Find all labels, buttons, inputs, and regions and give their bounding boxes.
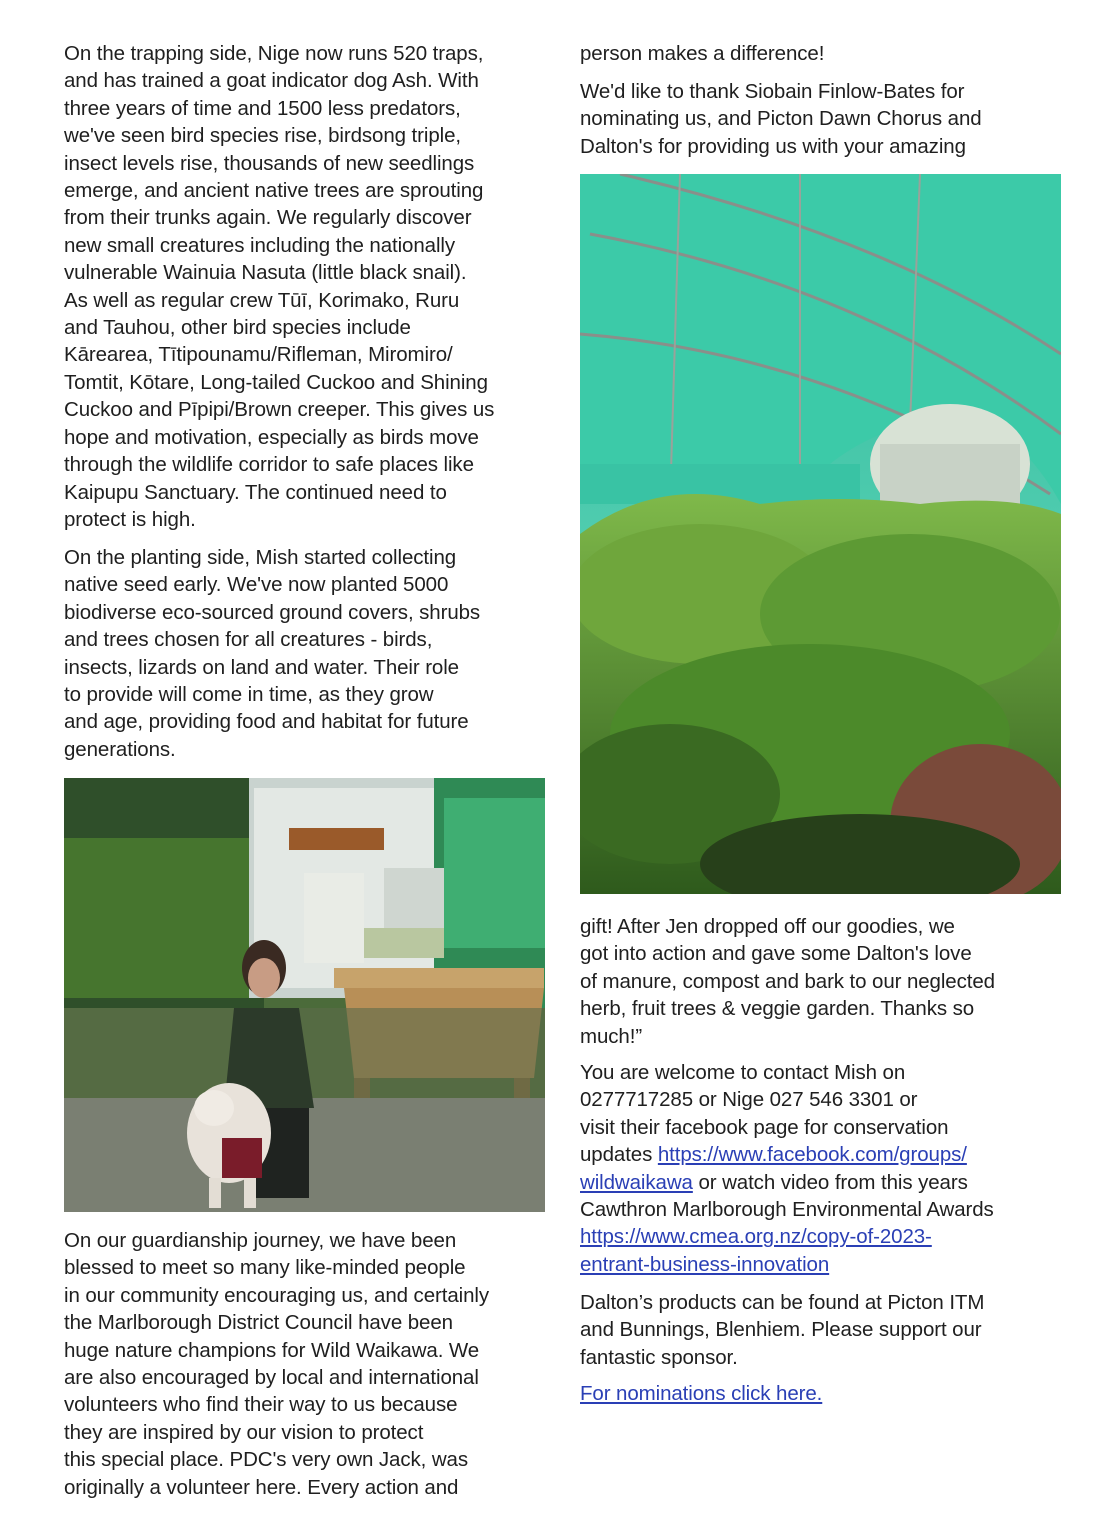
text-line: visit their facebook page for conservation [580, 1115, 949, 1139]
contact-paragraph [580, 1059, 994, 1278]
text-line [580, 1380, 822, 1407]
text-line: nominating us, and Picton Dawn Chorus and [580, 107, 982, 131]
text-line: herb, fruit trees & veggie garden. Thanks so [580, 997, 975, 1021]
video-text: or watch video from this years [692, 1170, 968, 1194]
facebook-group-link-continued[interactable]: wildwaikawa [580, 1170, 693, 1194]
text-line: originally a volunteer here. Every action and [64, 1475, 459, 1499]
text-line: insects, lizards on land and water. Their role [64, 655, 459, 679]
text-line: On the planting side, Mish started collecting [64, 546, 457, 569]
text-line: Dalton's for providing us with your amazing [580, 134, 966, 158]
text-line: On our guardianship journey, we have been [64, 1229, 457, 1252]
text-line: blessed to meet so many like-minded people [64, 1256, 466, 1280]
text-line: emerge, and ancient native trees are sprouting [64, 179, 484, 203]
text-line: You are welcome to contact Mish on [580, 1061, 906, 1084]
cmea-awards-link[interactable]: https://www.cmea.org.nz/copy-of-2023- [580, 1225, 932, 1249]
text-line: protect is high. [64, 507, 196, 531]
text-line [580, 1223, 994, 1250]
updates-label: updates [580, 1143, 658, 1167]
text-line: and Bunnings, Blenhiem. Please support our [580, 1318, 982, 1342]
text-line: much!” [580, 1024, 643, 1048]
text-line: huge nature champions for Wild Waikawa. We [64, 1338, 480, 1362]
text-line: Kaipupu Sanctuary. The continued need to [64, 480, 447, 504]
text-line: we've seen bird species rise, birdsong triple, [64, 124, 461, 148]
shade-house-nursery-photo [580, 174, 1061, 894]
trapping-paragraph [64, 40, 494, 533]
text-line: new small creatures including the nationally [64, 233, 456, 257]
text-line: Tomtit, Kōtare, Long-tailed Cuckoo and Shining [64, 370, 488, 394]
text-line: and age, providing food and habitat for future [64, 710, 469, 734]
products-paragraph [580, 1289, 984, 1371]
text-line: this special place. PDC's very own Jack, was [64, 1448, 468, 1472]
text-line: person makes a difference! [580, 42, 825, 65]
text-line: Dalton’s products can be found at Picton ITM [580, 1291, 985, 1314]
nominations-paragraph [580, 1380, 822, 1407]
text-line: As well as regular crew Tūī, Korimako, Ruru [64, 288, 460, 312]
text-line: in our community encouraging us, and certainly [64, 1283, 489, 1307]
nominations-link[interactable]: For nominations click here. [580, 1382, 823, 1405]
text-line [580, 1141, 994, 1168]
volunteer-with-dog-photo [64, 778, 545, 1212]
text-line: fantastic sponsor. [580, 1345, 738, 1369]
text-line: of manure, compost and bark to our neglected [580, 969, 995, 993]
cmea-awards-link-continued[interactable]: entrant-business-innovation [580, 1252, 830, 1276]
text-line: to provide will come in time, as they grow [64, 683, 434, 707]
text-line: On the trapping side, Nige now runs 520 traps, [64, 42, 484, 65]
text-line: gift! After Jen dropped off our goodies, we [580, 915, 955, 938]
text-line: Kārearea, Tītipounamu/Rifleman, Miromiro/ [64, 343, 453, 367]
guardianship-paragraph [64, 1227, 489, 1501]
text-line: We'd like to thank Siobain Finlow-Bates for [580, 80, 965, 103]
text-line: volunteers who find their way to us because [64, 1393, 458, 1417]
text-line: three years of time and 1500 less predators, [64, 96, 461, 120]
gift-paragraph [580, 913, 995, 1050]
text-line: got into action and gave some Dalton's love [580, 942, 972, 966]
text-line: 0277717285 or Nige 027 546 3301 or [580, 1088, 918, 1112]
text-line: and trees chosen for all creatures - birds, [64, 628, 433, 652]
text-line: vulnerable Wainuia Nasuta (little black snail). [64, 261, 467, 285]
text-line: hope and motivation, especially as birds move [64, 425, 479, 449]
text-line: Cuckoo and Pīpipi/Brown creeper. This gives us [64, 398, 495, 422]
text-line: native seed early. We've now planted 5000 [64, 573, 449, 597]
text-line: through the wildlife corridor to safe places like [64, 453, 474, 477]
text-line: insect levels rise, thousands of new seedlings [64, 151, 475, 175]
text-line: generations. [64, 737, 176, 761]
text-line: and has trained a goat indicator dog Ash. With [64, 69, 479, 93]
text-line [580, 1251, 994, 1278]
planting-paragraph [64, 544, 480, 763]
text-line [580, 1169, 994, 1196]
thanks-paragraph [580, 78, 982, 160]
facebook-group-link[interactable]: https://www.facebook.com/groups/ [657, 1143, 967, 1167]
text-line: the Marlborough District Council have been [64, 1311, 453, 1335]
text-line: Cawthron Marlborough Environmental Awards [580, 1198, 994, 1222]
text-line: biodiverse eco-sourced ground covers, shrubs [64, 600, 481, 624]
text-line: are also encouraged by local and international [64, 1366, 479, 1390]
text-line: and Tauhou, other bird species include [64, 316, 411, 340]
continuation-text [580, 40, 824, 67]
text-line: from their trunks again. We regularly discover [64, 206, 472, 230]
text-line: they are inspired by our vision to protect [64, 1420, 424, 1444]
